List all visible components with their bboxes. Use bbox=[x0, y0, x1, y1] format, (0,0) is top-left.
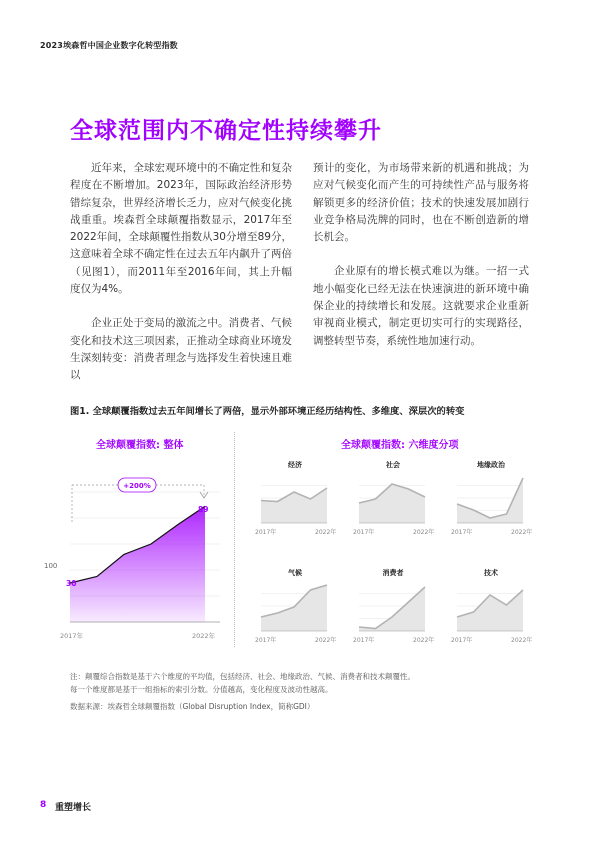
figure-note-2: 每一个维度都是基于一组指标的索引分数。分值越高，变化程度及波动性越高。 bbox=[70, 685, 333, 694]
x-tick-label: 2017年 bbox=[255, 637, 277, 644]
page-number: 8 bbox=[40, 800, 47, 810]
paragraph: 企业正处于变局的激流之中。消费者、气候变化和技术这三项因素，正推动全球商业环境发生深刻转变：消费者理念与选择发生着快速且难以 bbox=[70, 317, 292, 382]
paragraph: 企业原有的增长模式难以为继。一招一式地小幅变化已经无法在快速演进的新环境中确保企业的持续增长和发展。这就要求企业重新审视商业模式，制定更切实可行的实现路径，调整转型节奏，系统性地加速行动。 bbox=[313, 265, 529, 347]
body-column-left bbox=[70, 160, 292, 402]
dimension-area bbox=[457, 590, 523, 631]
x-tick-label: 2017年 bbox=[255, 529, 277, 536]
overall-chart-subtitle: 全球颠覆指数: 整体 bbox=[96, 440, 184, 451]
figure-source: 数据来源：埃森哲全球颠覆指数（Global Disruption Index，简称GDI） bbox=[70, 702, 315, 711]
x-tick-label: 2022年 bbox=[192, 632, 216, 640]
dimension-chart bbox=[355, 473, 431, 535]
growth-annotation: +200% bbox=[123, 482, 151, 490]
x-tick-label: 2017年 bbox=[353, 637, 375, 644]
dimension-label: 技术 bbox=[484, 569, 498, 577]
data-label-start: 30 bbox=[66, 579, 77, 588]
x-tick-label: 2022年 bbox=[413, 637, 435, 644]
x-tick-label: 2017年 bbox=[60, 632, 84, 640]
x-tick-label: 2022年 bbox=[413, 529, 435, 536]
x-tick-label: 2022年 bbox=[315, 637, 337, 644]
paragraph: 预计的变化，为市场带来新的机遇和挑战；为应对气候变化而产生的可持续性产品与服务将解锁更多的经济价值；技术的快速发展加剧行业竞争格局洗牌的同时，也在不断创造新的增长机会。 bbox=[313, 162, 529, 244]
document-header: 2023埃森哲中国企业数字化转型指数 bbox=[40, 41, 178, 50]
x-tick-label: 2017年 bbox=[451, 637, 473, 644]
dimension-area bbox=[359, 484, 425, 523]
figure-note-1: 注：颠覆综合指数是基于六个维度的平均值，包括经济、社会、地缘政治、气候、消费者和技术颠覆性。 bbox=[70, 672, 415, 681]
dimension-chart bbox=[453, 473, 529, 535]
dimension-label: 社会 bbox=[386, 461, 400, 469]
body-column-right bbox=[313, 160, 529, 367]
dimension-chart bbox=[257, 581, 333, 643]
dimension-label: 经济 bbox=[288, 461, 302, 469]
figure-title: 图1. 全球颠覆指数过去五年间增长了两倍，显示外部环境正经历结构性、多维度、深层次的转变 bbox=[70, 406, 465, 417]
y-tick-label: 100 bbox=[44, 562, 58, 570]
data-label-end: 89 bbox=[198, 505, 209, 514]
x-tick-label: 2022年 bbox=[511, 529, 533, 536]
dimension-chart-subtitle: 全球颠覆指数: 六维度分项 bbox=[341, 440, 459, 451]
dimension-area bbox=[261, 488, 327, 523]
overall-index-chart bbox=[40, 470, 230, 650]
dimension-chart bbox=[355, 581, 431, 643]
footer-section-name: 重塑增长 bbox=[55, 803, 92, 813]
x-tick-label: 2017年 bbox=[353, 529, 375, 536]
dimension-label: 气候 bbox=[288, 569, 302, 577]
x-tick-label: 2017年 bbox=[451, 529, 473, 536]
dimension-chart bbox=[453, 581, 529, 643]
dimension-label: 地缘政治 bbox=[477, 461, 505, 469]
paragraph: 近年来，全球宏观环境中的不确定性和复杂程度在不断增加。2023年，国际政治经济形势错综复杂，世界经济增长乏力，应对气候变化挑战重重。埃森哲全球颠覆指数显示，2017年至2022年间，全球颠覆性指数从30分增至89分，这意味着全球不确定性在过去五年内飙升了两倍（见图1），而2011年至2016年间，其上升幅度仅为4%。 bbox=[70, 162, 292, 296]
main-area bbox=[70, 506, 205, 622]
x-tick-label: 2022年 bbox=[511, 637, 533, 644]
dimension-chart bbox=[257, 473, 333, 535]
figure-divider bbox=[234, 432, 235, 647]
section-title: 全球范围内不确定性持续攀升 bbox=[70, 118, 382, 144]
dimension-area bbox=[261, 585, 327, 631]
dimension-label: 消费者 bbox=[382, 569, 404, 577]
x-tick-label: 2022年 bbox=[315, 529, 337, 536]
